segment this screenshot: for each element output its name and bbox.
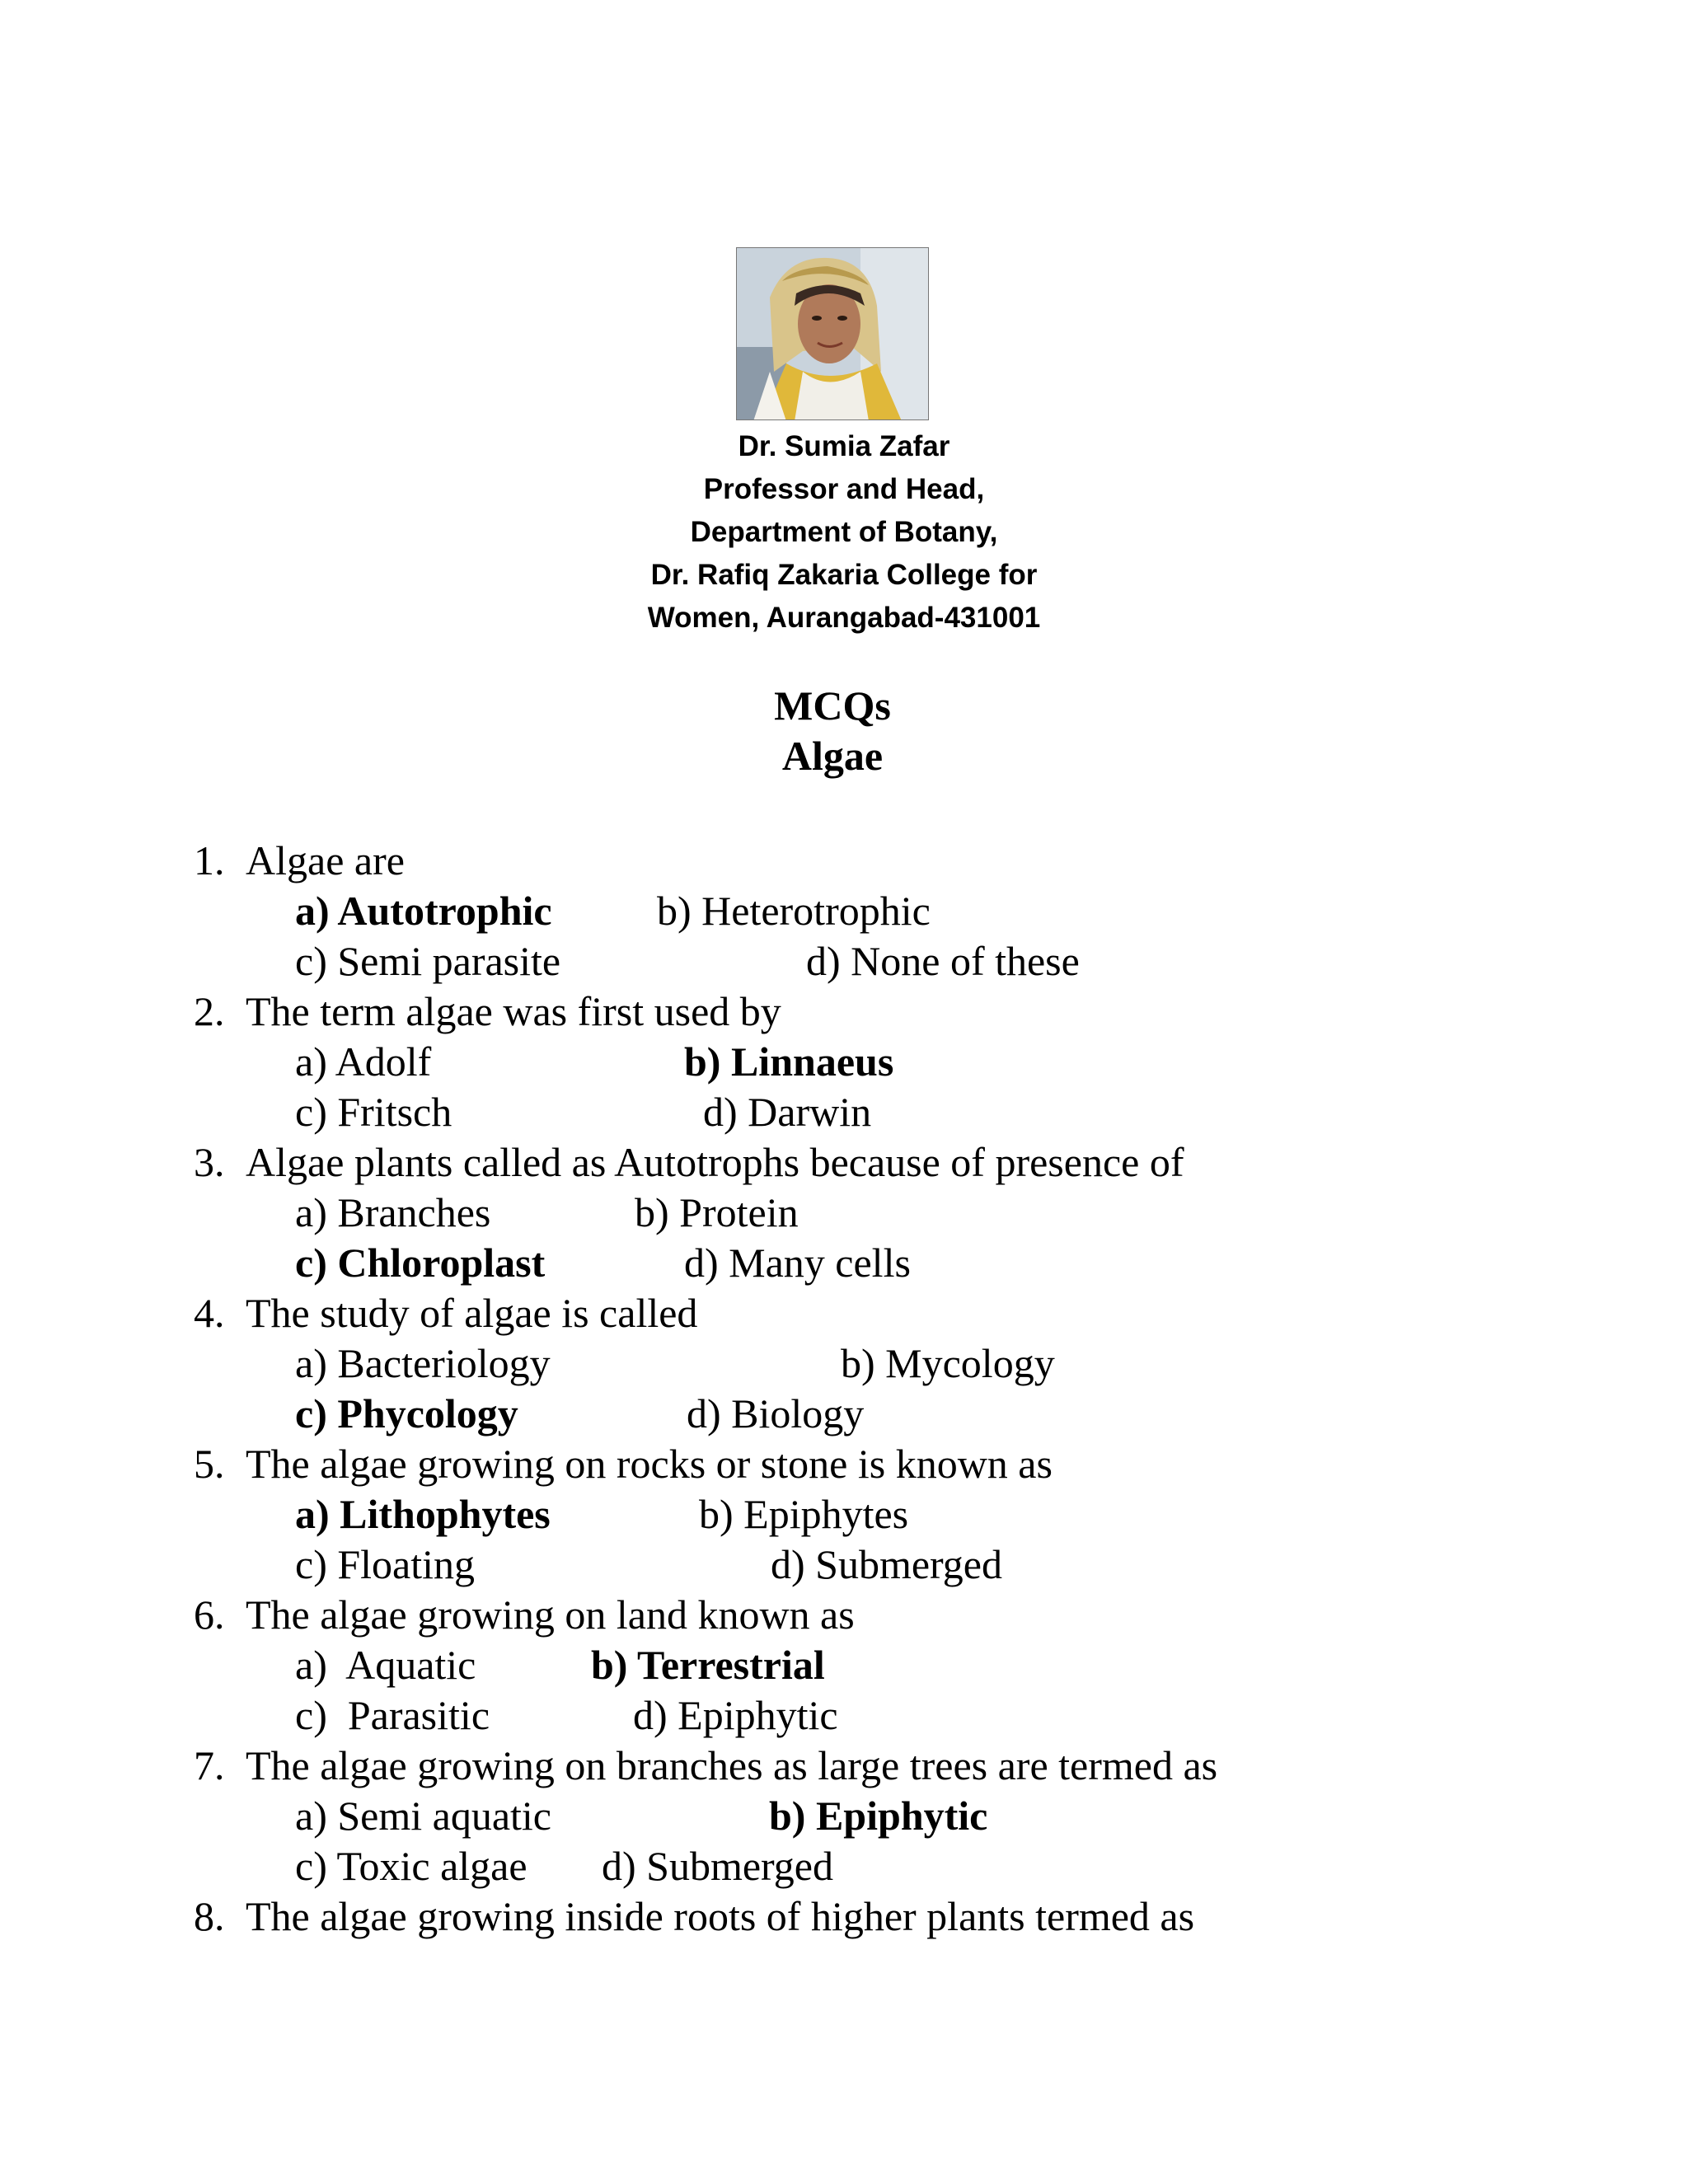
option-c: c) Fritsch (295, 1089, 452, 1135)
document-heading (0, 681, 1665, 781)
author-title: Professor and Head, (703, 473, 985, 505)
option-d: d) Darwin (703, 1089, 872, 1135)
option-b-correct: b) Linnaeus (684, 1038, 894, 1085)
option-b: b) Protein (635, 1189, 799, 1235)
question-number: 8. (194, 1893, 225, 1939)
question-number: 5. (194, 1441, 225, 1487)
author-college: Dr. Rafiq Zakaria College for (650, 559, 1038, 591)
question-text: The algae growing on rocks or stone is known as (246, 1441, 1053, 1487)
option-a: a) Semi aquatic (295, 1793, 551, 1839)
option-c-correct: c) Chloroplast (295, 1240, 546, 1286)
question-text: The algae growing inside roots of higher plants termed as (246, 1893, 1195, 1939)
option-a: a) Branches (295, 1189, 491, 1235)
question-text: Algae plants called as Autotrophs because of presence of (246, 1139, 1184, 1185)
author-name: Dr. Sumia Zafar (738, 430, 950, 462)
option-d: d) Submerged (602, 1843, 833, 1889)
author-photo (736, 247, 929, 420)
option-d: d) Submerged (771, 1541, 1002, 1587)
question-number: 6. (194, 1591, 225, 1638)
option-c: c) Parasitic (295, 1692, 490, 1738)
option-c: c) Floating (295, 1541, 476, 1587)
question-text: The algae growing on land known as (246, 1591, 855, 1638)
option-b: b) Heterotrophic (657, 888, 931, 934)
option-d: d) Many cells (684, 1240, 911, 1286)
option-c: c) Toxic algae (295, 1843, 528, 1889)
question-text: The study of algae is called (246, 1290, 698, 1336)
option-d: d) Biology (687, 1390, 865, 1436)
option-a: a) Adolf (295, 1038, 432, 1085)
option-b: b) Mycology (841, 1340, 1055, 1386)
author-department: Department of Botany, (690, 516, 998, 548)
option-b: b) Epiphytes (699, 1491, 909, 1537)
option-a-correct: a) Lithophytes (295, 1491, 551, 1537)
option-a: a) Aquatic (295, 1642, 476, 1688)
option-d: d) Epiphytic (633, 1692, 838, 1738)
heading-topic: Algae (781, 733, 884, 779)
question-number: 2. (194, 988, 225, 1034)
option-a-correct: a) Autotrophic (295, 888, 552, 934)
question-number: 3. (194, 1139, 225, 1185)
option-c-correct: c) Phycology (295, 1390, 518, 1436)
author-info (0, 425, 1688, 640)
question-text: The term algae was first used by (246, 988, 781, 1034)
option-b-correct: b) Terrestrial (591, 1642, 825, 1688)
option-c: c) Semi parasite (295, 938, 561, 984)
question-text: Algae are (246, 837, 405, 883)
option-d: d) None of these (806, 938, 1080, 984)
question-number: 1. (194, 837, 225, 883)
option-a: a) Bacteriology (295, 1340, 551, 1386)
portrait-image (737, 248, 929, 420)
question-number: 4. (194, 1290, 225, 1336)
question-number: 7. (194, 1742, 225, 1788)
question-text: The algae growing on branches as large trees are termed as (246, 1742, 1218, 1788)
author-location: Women, Aurangabad-431001 (647, 602, 1041, 634)
heading-mcqs: MCQs (774, 682, 891, 729)
option-b-correct: b) Epiphytic (769, 1793, 988, 1839)
